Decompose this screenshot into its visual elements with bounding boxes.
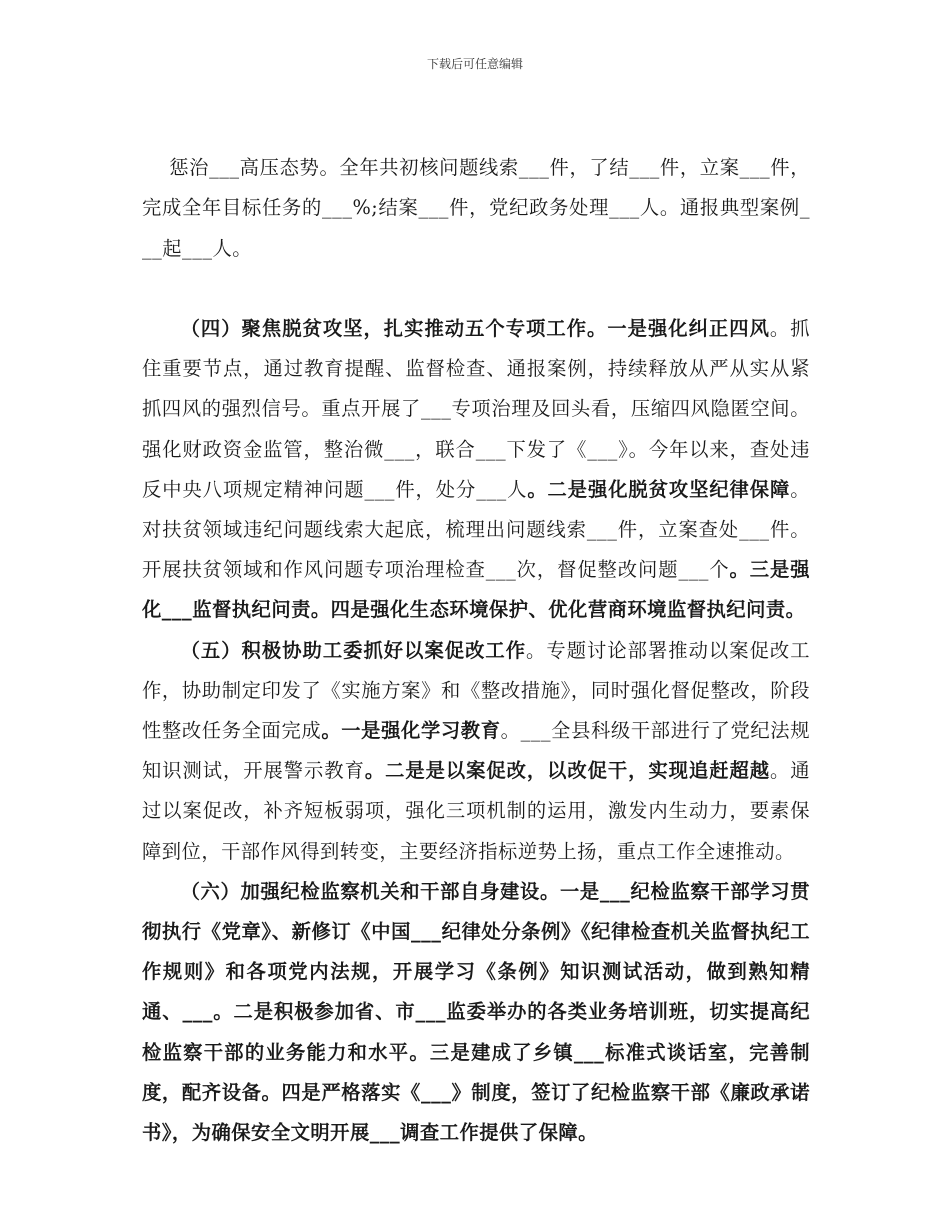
paragraph-1: [142, 108, 810, 309]
paragraph-subheading: 。三是强化___监督执纪问责。四是强化生态环境保护、优化营商环境监督执纪问责。: [142, 558, 810, 622]
paragraph-text: 。对扶贫领域违纪问题线索大起底，梳理出问题线索___件，立案查处___件。开展扶贫领域和作风问题专项治理检查___次，督促整改问题___个: [142, 477, 811, 582]
paragraph-text: 。抓住重要节点，通过教育提醒、监督检查、通报案例，持续释放从严从实从紧抓四风的强烈信号。重点开展了___专项治理及回头看，压缩四风隐匿空间。强化财政资金监管，整治微___，联合___下发了《___》。今年以来，查处违反中央八项规定精神问题___件，处分___人: [142, 317, 811, 501]
paragraph-subheading: 。二是是以案促改，以改促干，实现追赶超越: [364, 759, 770, 783]
paragraph-subheading: 。二是强化脱贫攻坚纪律保障: [527, 477, 791, 501]
paragraph-3: [142, 631, 810, 872]
paragraph-heading: （五）积极协助工委抓好以案促改工作: [180, 638, 527, 662]
paragraph-2: [142, 309, 810, 631]
paragraph-4: [142, 872, 810, 1153]
paragraph-heading: （四）聚焦脱贫攻坚，扎实推动五个专项工作。一是强化纠正四风: [180, 317, 770, 341]
document-body: [142, 108, 810, 1153]
paragraph-text: （六）加强纪检监察机关和干部自身建设。一是___纪检监察干部学习贯彻执行《党章》、新修订《中国___纪律处分条例》《纪律检查机关监督执纪工作规则》和各项党内法规，开展学习《条例》知识测试活动，做到熟知精通、___。二是积极参加省、市___监委举办的各类业务培训班，切实提高纪检监察干部的业务能力和水平。三是建成了乡镇___标准式谈话室，完善制度，配齐设备。四是严格落实《___》制度，签订了纪检监察干部《廉政承诺书》，为确保安全文明开展___调查工作提供了保障。: [142, 879, 810, 1145]
paragraph-text: 。通过以案促改，补齐短板弱项，强化三项机制的运用，激发内生动力，要素保障到位，干部作风得到转变，主要经济指标逆势上扬，重点工作全速推动。: [142, 759, 811, 863]
paragraph-subheading: 。一是强化学习教育: [321, 719, 501, 743]
paragraph-text: 惩治___高压态势。全年共初核问题线索___件，了结___件，立案___件，完成全年目标任务的___%;结案___件，党纪政务处理___人。通报典型案例___起___人。: [142, 156, 810, 260]
page-header: 下载后可任意编辑: [426, 57, 523, 71]
paragraph-text: 。___全县科级干部进行了党纪法规知识测试，开展警示教育: [142, 719, 811, 783]
paragraph-text: 。专题讨论部署推动以案促改工作，协助制定印发了《实施方案》和《整改措施》，同时强化督促整改，阶段性整改任务全面完成: [142, 638, 810, 743]
